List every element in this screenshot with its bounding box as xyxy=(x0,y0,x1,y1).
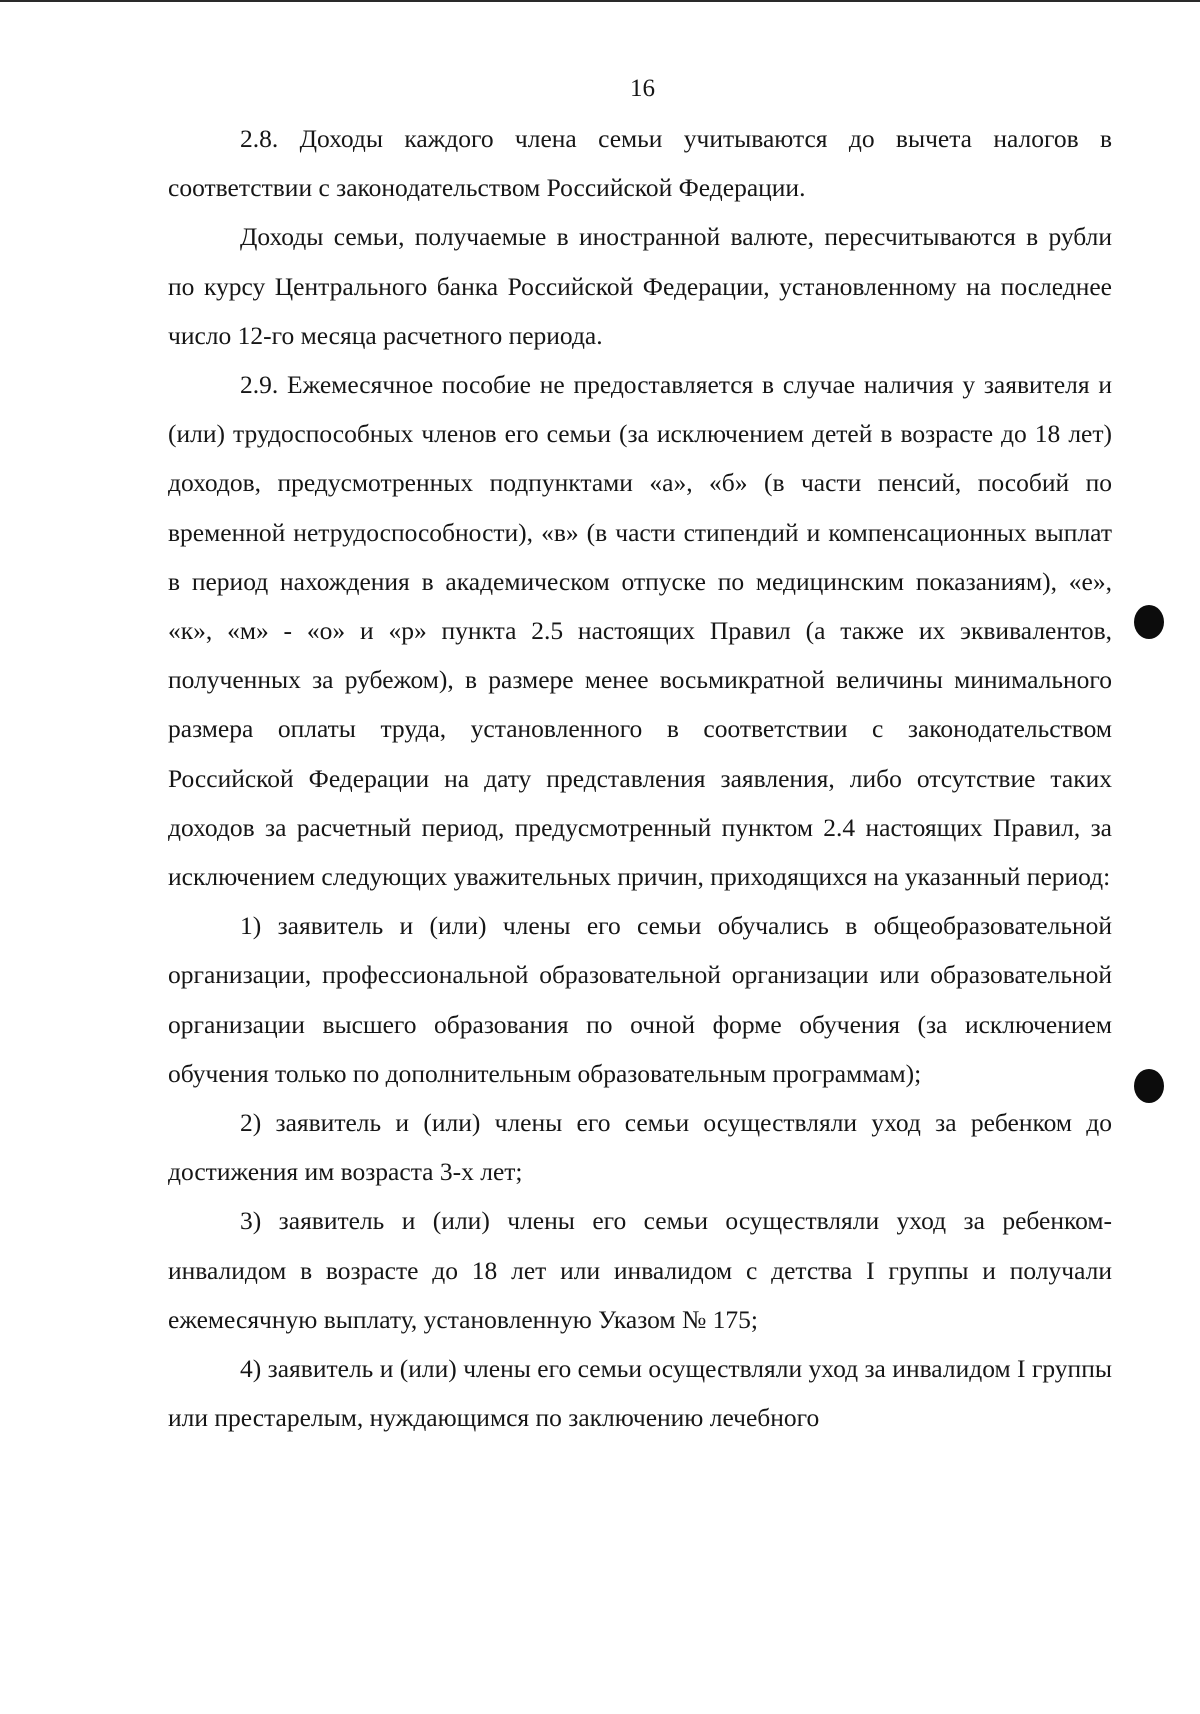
paragraph-2-8: 2.8. Доходы каждого члена семьи учитываются до вычета налогов в соответствии с законодательством Российской Федерации. xyxy=(168,124,1112,203)
paragraph-currency-conversion: Доходы семьи, получаемые в иностранной валюте, пересчитываются в рубли по курсу Центрального банка Российской Федерации, установленному на последнее число 12-го месяца расчетного периода. xyxy=(168,222,1112,350)
binder-hole-mark xyxy=(1134,605,1164,639)
list-item-1: 1) заявитель и (или) члены его семьи обучались в общеобразовательной организации, профессиональной образовательной организации или образовательной организации высшего образования по очной форме обучения (за исключением обучения только по дополнительным образовательным программам); xyxy=(168,911,1112,1088)
page-top-border xyxy=(0,0,1200,2)
list-item-4: 4) заявитель и (или) члены его семьи осуществляли уход за инвалидом I группы или престарелым, нуждающимся по заключению лечебного xyxy=(168,1354,1112,1433)
list-item-3: 3) заявитель и (или) члены его семьи осуществляли уход за ребенком-инвалидом в возрасте до 18 лет или инвалидом с детства I группы и получали ежемесячную выплату, установленную Указом № 175; xyxy=(168,1206,1112,1334)
binder-hole-mark xyxy=(1134,1069,1164,1103)
paragraph-2-9: 2.9. Ежемесячное пособие не предоставляется в случае наличия у заявителя и (или) трудоспособных членов его семьи (за исключением детей в возрасте до 18 лет) доходов, предусмотренных подпунктами «а», «б» (в части пенсий, пособий по временной нетрудоспособности), «в» (в части стипендий и компенсационных выплат в период нахождения в академическом отпуске по медицинским показаниям), «е», «к», «м» - «о» и «р» пункта 2.5 настоящих Правил (а также их эквивалентов, полученных за рубежом), в размере менее восьмикратной величины минимального размера оплаты труда, установленного в соответствии с законодательством Российской Федерации на дату представления заявления, либо отсутствие таких доходов за расчетный период, предусмотренный пунктом 2.4 настоящих Правил, за исключением следующих уважительных причин, приходящихся на указанный период: xyxy=(168,370,1112,892)
list-item-2: 2) заявитель и (или) члены его семьи осуществляли уход за ребенком до достижения им возраста 3-х лет; xyxy=(168,1108,1112,1187)
document-body xyxy=(168,114,1112,1442)
page-number: 16 xyxy=(630,75,655,102)
